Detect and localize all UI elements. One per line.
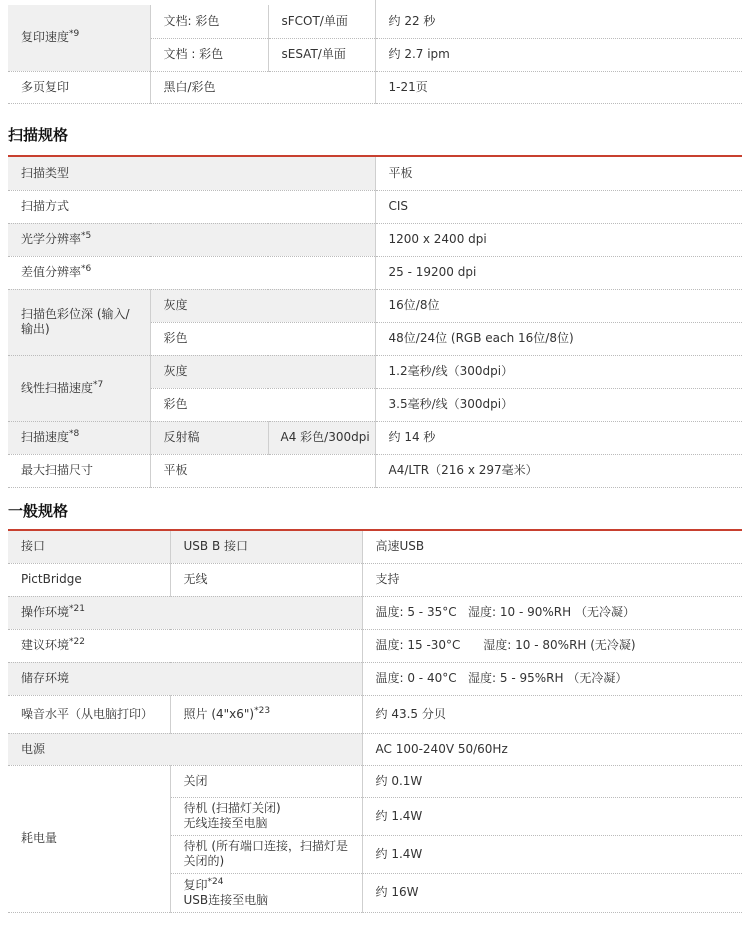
table-cell: A4/LTR（216 x 297毫米） bbox=[375, 454, 742, 487]
table-cell: 16位/8位 bbox=[375, 289, 742, 322]
table-cell: 光学分辨率$^{*5}$ bbox=[8, 223, 375, 256]
table-row bbox=[8, 289, 742, 322]
table-row bbox=[8, 733, 742, 765]
table-cell: 约 16W bbox=[362, 873, 742, 912]
table-cell: 待机 (扫描灯关闭) 无线连接至电脑 bbox=[170, 797, 362, 835]
table-cell: 3.5毫秒/线（300dpi） bbox=[375, 388, 742, 421]
general-section-title: 一般规格 bbox=[8, 502, 69, 520]
table-cell: 黑白/彩色 bbox=[150, 71, 375, 103]
table-row bbox=[8, 256, 742, 289]
table-cell: 扫描方式 bbox=[8, 190, 375, 223]
table-row bbox=[8, 223, 742, 256]
table-row bbox=[8, 596, 742, 629]
table-cell: USB B 接口 bbox=[170, 531, 362, 563]
table-cell: 多页复印 bbox=[8, 71, 150, 103]
scan-spec-table bbox=[8, 157, 742, 488]
table-cell: A4 彩色/300dpi bbox=[268, 421, 375, 454]
table-row bbox=[8, 531, 742, 563]
table-cell: 平板 bbox=[150, 454, 375, 487]
table-cell: 待机 (所有端口连接，扫描灯是关闭的) bbox=[170, 835, 362, 873]
table-cell: 约 1.4W bbox=[362, 835, 742, 873]
table-row bbox=[8, 454, 742, 487]
table-cell: 1.2毫秒/线（300dpi） bbox=[375, 355, 742, 388]
table-cell: 接口 bbox=[8, 531, 170, 563]
table-cell: 文档: 彩色 bbox=[150, 5, 268, 38]
table-cell: PictBridge bbox=[8, 563, 170, 596]
table-cell: AC 100-240V 50/60Hz bbox=[362, 733, 742, 765]
table-cell: 电源 bbox=[8, 733, 362, 765]
table-cell: 灰度 bbox=[150, 355, 375, 388]
table-row bbox=[8, 355, 742, 388]
table-cell: 高速USB bbox=[362, 531, 742, 563]
table-cell: 平板 bbox=[375, 157, 742, 190]
table-row bbox=[8, 157, 742, 190]
table-cell: 扫描速度$^{*8}$ bbox=[8, 421, 150, 454]
table-cell: 最大扫描尺寸 bbox=[8, 454, 150, 487]
table-cell: 约 22 秒 bbox=[375, 5, 742, 38]
table-row bbox=[8, 695, 742, 733]
table-cell: 无线 bbox=[170, 563, 362, 596]
table-row bbox=[8, 421, 742, 454]
table-cell: 复印$^{*24}$ USB连接至电脑 bbox=[170, 873, 362, 912]
table-cell: 关闭 bbox=[170, 765, 362, 797]
table-cell: 线性扫描速度$^{*7}$ bbox=[8, 355, 150, 421]
table-cell: 照片 (4"x6")$^{*23}$ bbox=[170, 695, 362, 733]
table-cell: 灰度 bbox=[150, 289, 375, 322]
table-cell: 彩色 bbox=[150, 322, 375, 355]
table-cell: 约 1.4W bbox=[362, 797, 742, 835]
table-row bbox=[8, 629, 742, 662]
table-cell: 扫描类型 bbox=[8, 157, 375, 190]
table-cell: 彩色 bbox=[150, 388, 375, 421]
table-cell: 扫描色彩位深 (输入/输出) bbox=[8, 289, 150, 355]
table-row bbox=[8, 765, 742, 797]
table-cell: CIS bbox=[375, 190, 742, 223]
table-row bbox=[8, 662, 742, 695]
table-cell: 支持 bbox=[362, 563, 742, 596]
table-cell: 约 0.1W bbox=[362, 765, 742, 797]
table-row bbox=[8, 71, 742, 103]
table-cell: 约 2.7 ipm bbox=[375, 38, 742, 71]
general-spec-table bbox=[8, 531, 742, 913]
scan-section-title: 扫描规格 bbox=[8, 126, 69, 144]
table-cell: 差值分辨率$^{*6}$ bbox=[8, 256, 375, 289]
table-cell: 25 - 19200 dpi bbox=[375, 256, 742, 289]
copy-spec-table bbox=[8, 5, 742, 104]
table-cell: 温度: 0 - 40°C 湿度: 5 - 95%RH （无冷凝） bbox=[362, 662, 742, 695]
table-cell: 约 14 秒 bbox=[375, 421, 742, 454]
table-row bbox=[8, 563, 742, 596]
copy-speed-label: 复印速度$^{*9}$ bbox=[8, 5, 150, 71]
table-cell: 温度: 15 -30°C 湿度: 10 - 80%RH (无冷凝) bbox=[362, 629, 742, 662]
table-cell: 48位/24位 (RGB each 16位/8位) bbox=[375, 322, 742, 355]
table-cell: sESAT/单面 bbox=[268, 38, 375, 71]
table-row bbox=[8, 5, 742, 38]
table-cell: 储存环境 bbox=[8, 662, 362, 695]
table-cell: 操作环境$^{*21}$ bbox=[8, 596, 362, 629]
table-cell: 文档 : 彩色 bbox=[150, 38, 268, 71]
table-row bbox=[8, 190, 742, 223]
table-cell: 噪音水平（从电脑打印） bbox=[8, 695, 170, 733]
table-cell: 建议环境$^{*22}$ bbox=[8, 629, 362, 662]
table-cell: 1-21页 bbox=[375, 71, 742, 103]
table-cell: 耗电量 bbox=[8, 765, 170, 912]
table-cell: sFCOT/单面 bbox=[268, 5, 375, 38]
table-cell: 1200 x 2400 dpi bbox=[375, 223, 742, 256]
table-cell: 反射稿 bbox=[150, 421, 268, 454]
table-cell: 约 43.5 分贝 bbox=[362, 695, 742, 733]
table-cell: 温度: 5 - 35°C 湿度: 10 - 90%RH （无冷凝） bbox=[362, 596, 742, 629]
